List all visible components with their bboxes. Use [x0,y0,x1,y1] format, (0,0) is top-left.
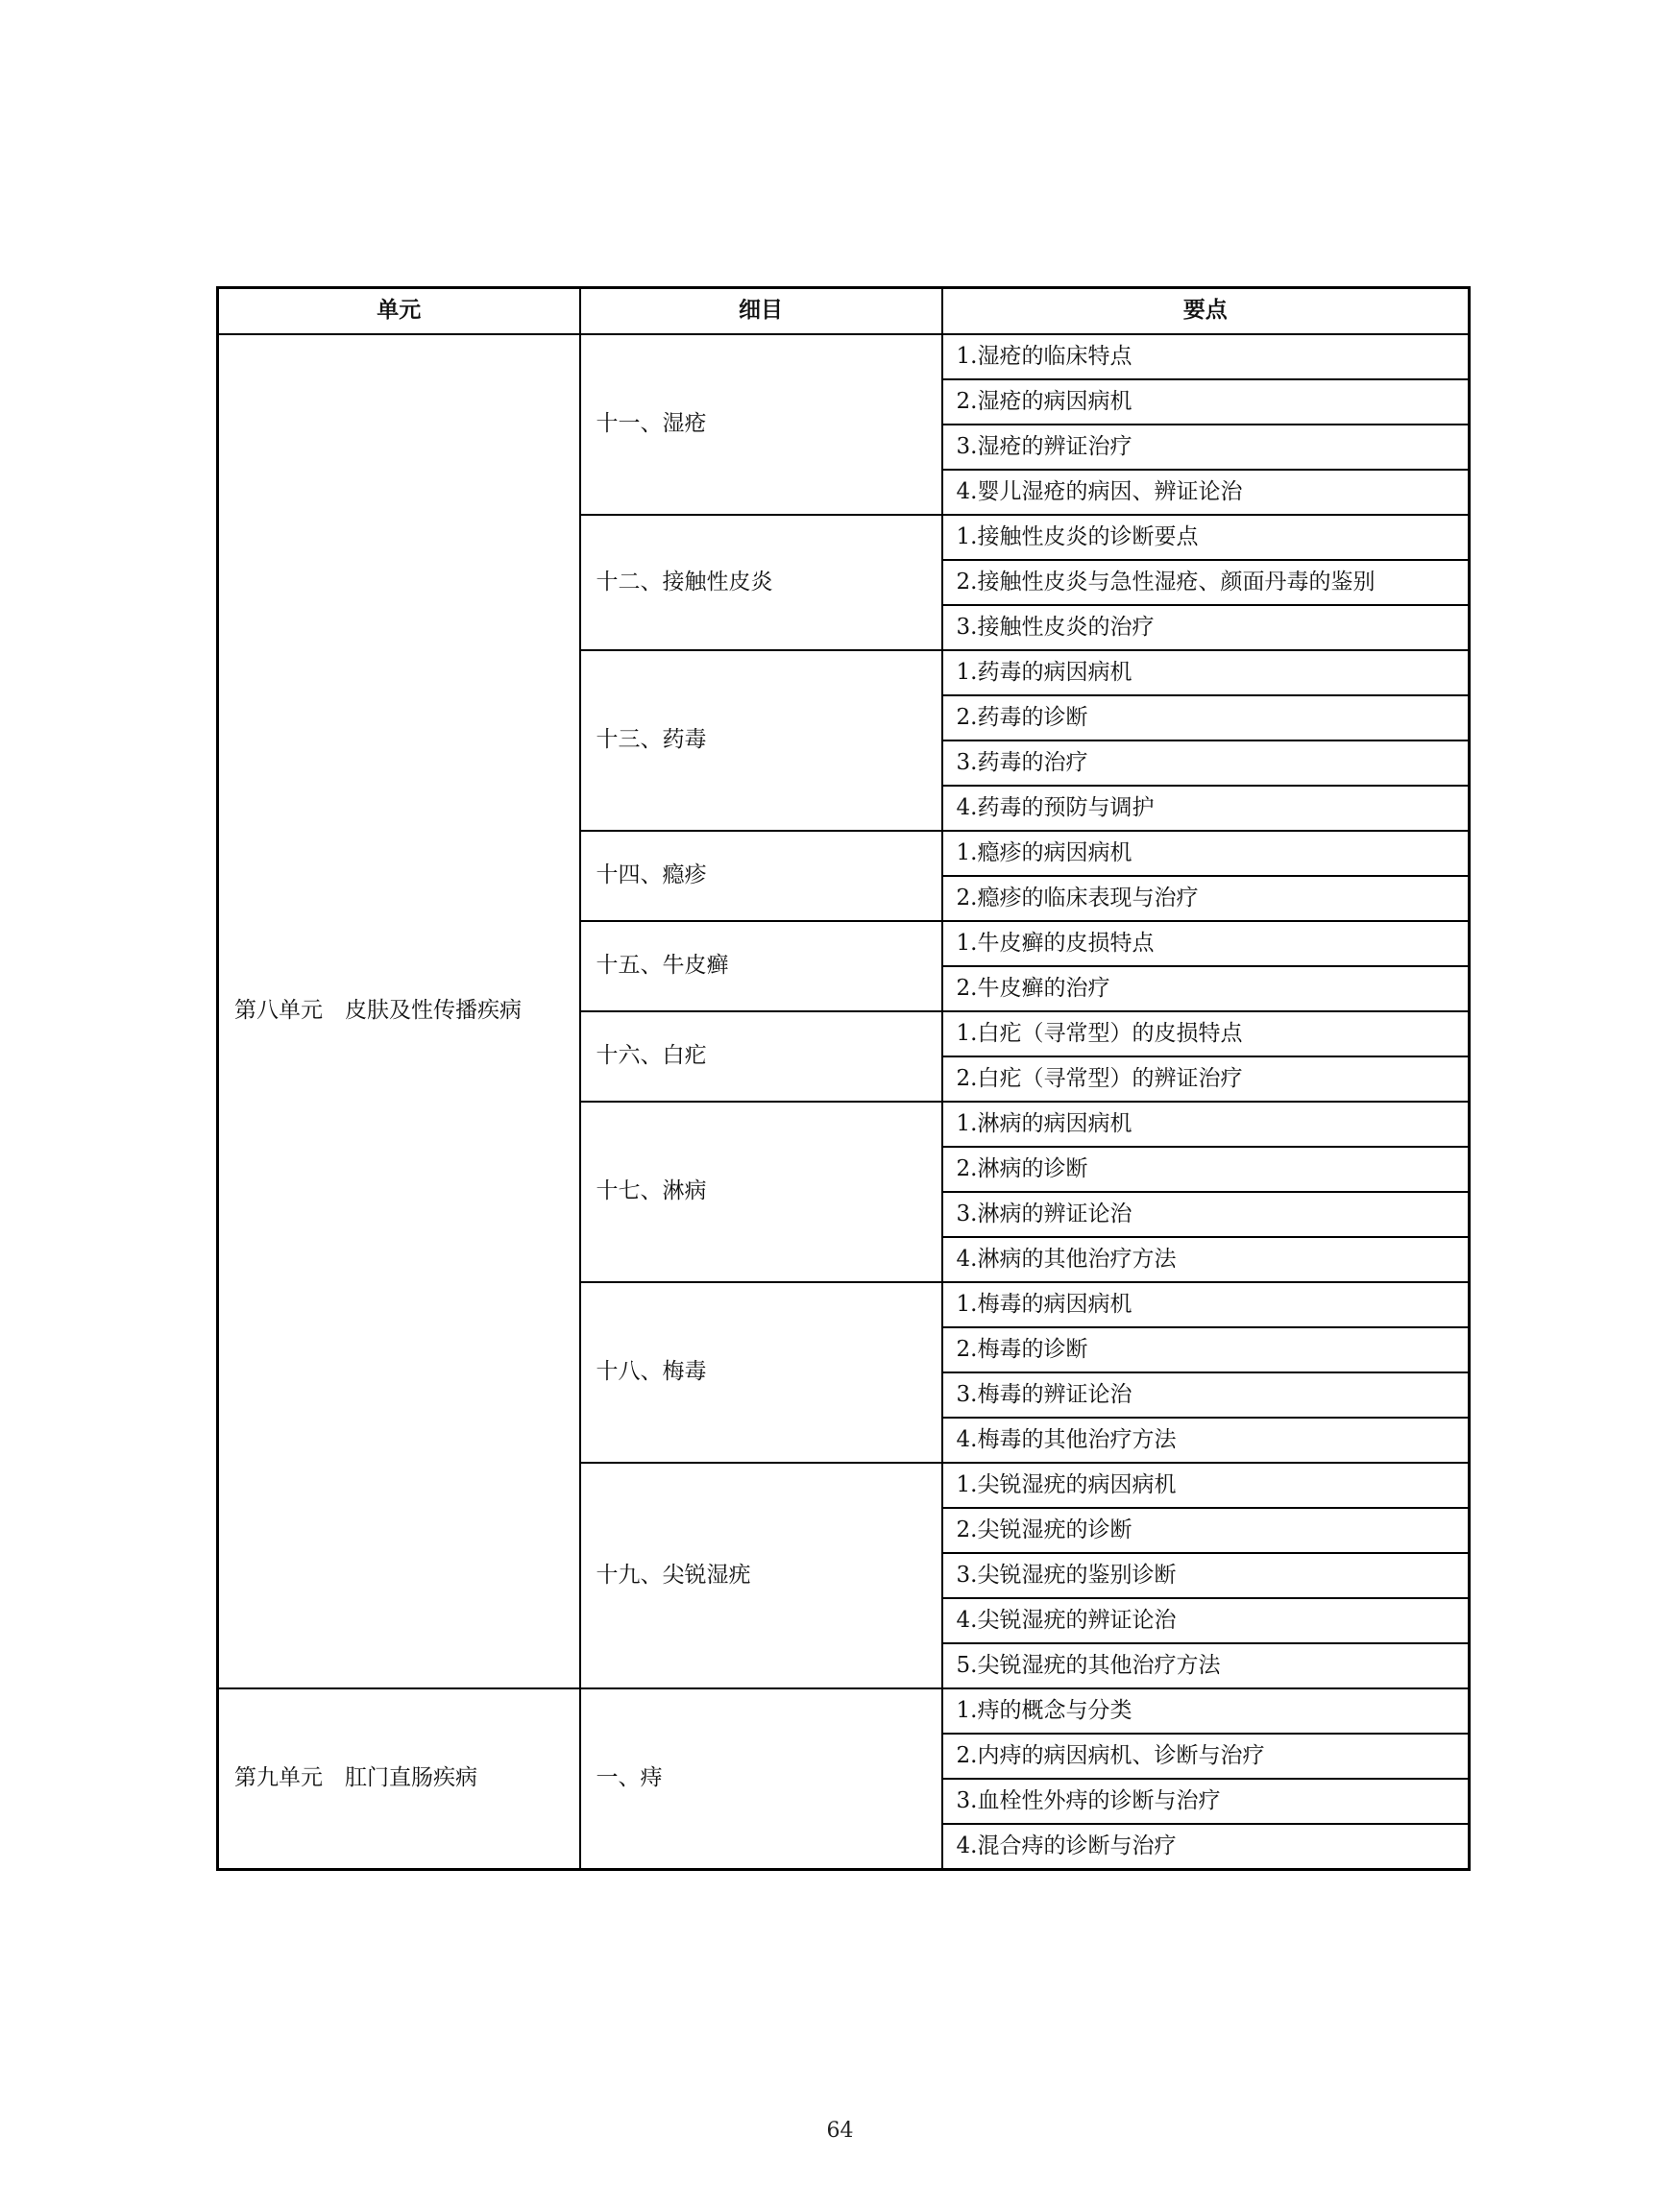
header-item: 细目 [580,288,942,335]
item-cell: 一、痔 [580,1688,942,1870]
point-cell: 2.淋病的诊断 [942,1147,1470,1192]
page-number: 64 [826,2119,854,2143]
table-body [218,334,1470,1870]
point-cell: 1.接触性皮炎的诊断要点 [942,515,1470,560]
item-cell: 十八、梅毒 [580,1282,942,1463]
point-cell: 2.尖锐湿疣的诊断 [942,1508,1470,1553]
point-cell: 4.药毒的预防与调护 [942,786,1470,831]
item-cell: 十七、淋病 [580,1102,942,1282]
point-cell: 2.梅毒的诊断 [942,1327,1470,1372]
point-cell: 3.梅毒的辨证论治 [942,1372,1470,1418]
point-cell: 2.药毒的诊断 [942,695,1470,740]
point-cell: 3.湿疮的辨证治疗 [942,425,1470,470]
point-cell: 2.瘾疹的临床表现与治疗 [942,876,1470,921]
point-cell: 4.淋病的其他治疗方法 [942,1237,1470,1282]
item-cell: 十六、白疕 [580,1011,942,1102]
point-cell: 1.白疕（寻常型）的皮损特点 [942,1011,1470,1056]
point-cell: 4.婴儿湿疮的病因、辨证论治 [942,470,1470,515]
item-cell: 十九、尖锐湿疣 [580,1463,942,1688]
point-cell: 1.湿疮的临床特点 [942,334,1470,379]
table-header-row [218,288,1470,335]
syllabus-table [216,286,1471,1871]
point-cell: 3.血栓性外痔的诊断与治疗 [942,1779,1470,1824]
point-cell: 1.牛皮癣的皮损特点 [942,921,1470,966]
point-cell: 1.痔的概念与分类 [942,1688,1470,1734]
point-cell: 3.尖锐湿疣的鉴别诊断 [942,1553,1470,1598]
point-cell: 2.牛皮癣的治疗 [942,966,1470,1011]
point-cell: 3.药毒的治疗 [942,740,1470,786]
point-cell: 2.内痔的病因病机、诊断与治疗 [942,1734,1470,1779]
point-cell: 4.尖锐湿疣的辨证论治 [942,1598,1470,1643]
item-cell: 十一、湿疮 [580,334,942,515]
item-cell: 十三、药毒 [580,650,942,831]
point-cell: 3.接触性皮炎的治疗 [942,605,1470,650]
unit-cell: 第九单元 肛门直肠疾病 [218,1688,580,1870]
item-cell: 十五、牛皮癣 [580,921,942,1011]
unit-cell: 第八单元 皮肤及性传播疾病 [218,334,580,1688]
point-cell: 3.淋病的辨证论治 [942,1192,1470,1237]
item-cell: 十四、瘾疹 [580,831,942,921]
point-cell: 2.湿疮的病因病机 [942,379,1470,425]
item-cell: 十二、接触性皮炎 [580,515,942,650]
point-cell: 1.药毒的病因病机 [942,650,1470,695]
table-row [218,334,1470,379]
point-cell: 4.混合痔的诊断与治疗 [942,1824,1470,1870]
table-row [218,1688,1470,1734]
point-cell: 1.尖锐湿疣的病因病机 [942,1463,1470,1508]
point-cell: 1.瘾疹的病因病机 [942,831,1470,876]
header-point: 要点 [942,288,1470,335]
header-unit: 单元 [218,288,580,335]
point-cell: 1.梅毒的病因病机 [942,1282,1470,1327]
point-cell: 4.梅毒的其他治疗方法 [942,1418,1470,1463]
point-cell: 1.淋病的病因病机 [942,1102,1470,1147]
point-cell: 2.白疕（寻常型）的辨证治疗 [942,1056,1470,1102]
point-cell: 5.尖锐湿疣的其他治疗方法 [942,1643,1470,1688]
point-cell: 2.接触性皮炎与急性湿疮、颜面丹毒的鉴别 [942,560,1470,605]
